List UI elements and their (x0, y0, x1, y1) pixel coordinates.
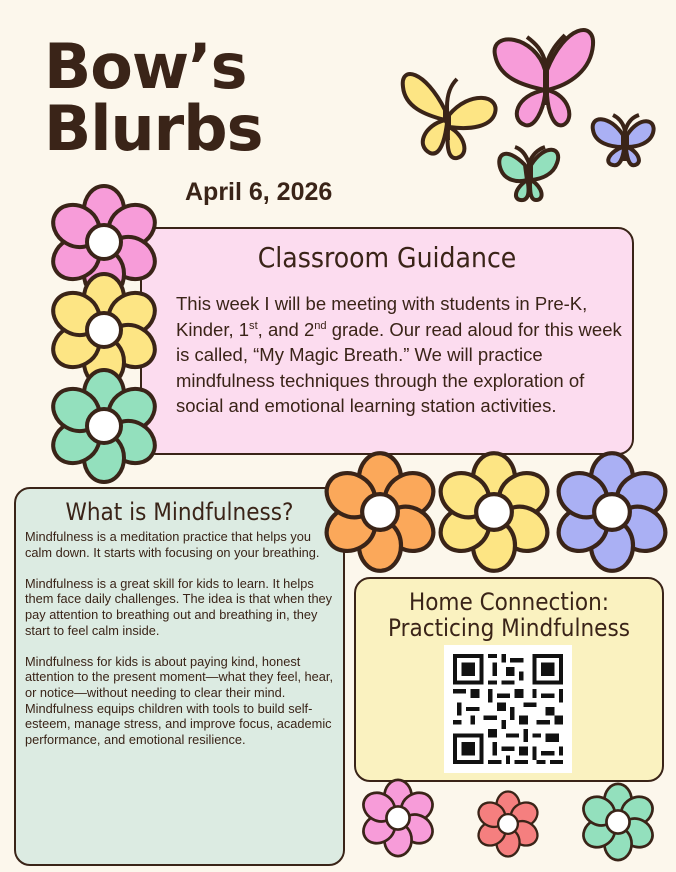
right-flowers-decoration (310, 440, 676, 580)
mindfulness-paragraph: Mindfulness is a great skill for kids to learn. It helps them face daily challenges. The idea is that when they pay attention to breathing out and breathing in, they start to feel calm inside. (25, 575, 333, 638)
orange-flower-icon (319, 453, 442, 571)
mindfulness-text (25, 529, 335, 747)
title-line-1: Bow’s (44, 30, 247, 103)
qr-code-icon[interactable] (444, 645, 572, 773)
newsletter-date: April 6, 2026 (185, 178, 333, 206)
yellow-butterfly-icon (403, 74, 496, 158)
mint-flower-icon (46, 370, 163, 482)
classroom-guidance-card (140, 227, 634, 455)
lavender-butterfly-icon (593, 115, 654, 165)
mindfulness-paragraph: Mindfulness equips children with tools to build self-esteem, manage stress, and improve focus, academic performance, and emotional resilience. (25, 700, 332, 747)
mindfulness-heading: What is Mindfulness? (65, 498, 294, 526)
bottom-flowers-decoration (350, 772, 676, 872)
newsletter-title (44, 30, 263, 165)
left-flowers-decoration (38, 182, 168, 492)
home-heading-line-1: Home Connection: (408, 588, 610, 616)
home-connection-card (354, 577, 664, 782)
butterflies-decoration (395, 15, 665, 205)
pink-flower-icon (358, 780, 438, 856)
pink-butterfly-icon (495, 30, 593, 125)
mint-flower-icon (578, 784, 658, 860)
home-connection-heading (356, 589, 662, 641)
yellow-flower-icon (433, 453, 556, 571)
mindfulness-paragraph: Mindfulness is a meditation practice that helps you calm down. It starts with focusing on your breathing. (25, 529, 320, 560)
what-is-mindfulness-card (14, 487, 345, 866)
mindfulness-paragraph: Mindfulness for kids is about paying kind, honest attention to the present moment—what they feel, hear, or notice—without needing to clear their mind. (25, 653, 334, 700)
home-heading-line-2: Practicing Mindfulness (388, 614, 630, 642)
mint-butterfly-icon (499, 147, 558, 200)
coral-flower-icon (474, 792, 542, 857)
classroom-guidance-heading: Classroom Guidance (257, 241, 517, 274)
classroom-guidance-text: This week I will be meeting with students in Pre-K, Kinder, 1st, and 2nd grade. Our read aloud for this week is called, “My Magic Breath.” We will practice mindfulness techniques through the exploration of social and emotional learning station activities. (176, 293, 622, 417)
title-line-2: Blurbs (44, 92, 263, 165)
lavender-flower-icon (551, 453, 674, 571)
